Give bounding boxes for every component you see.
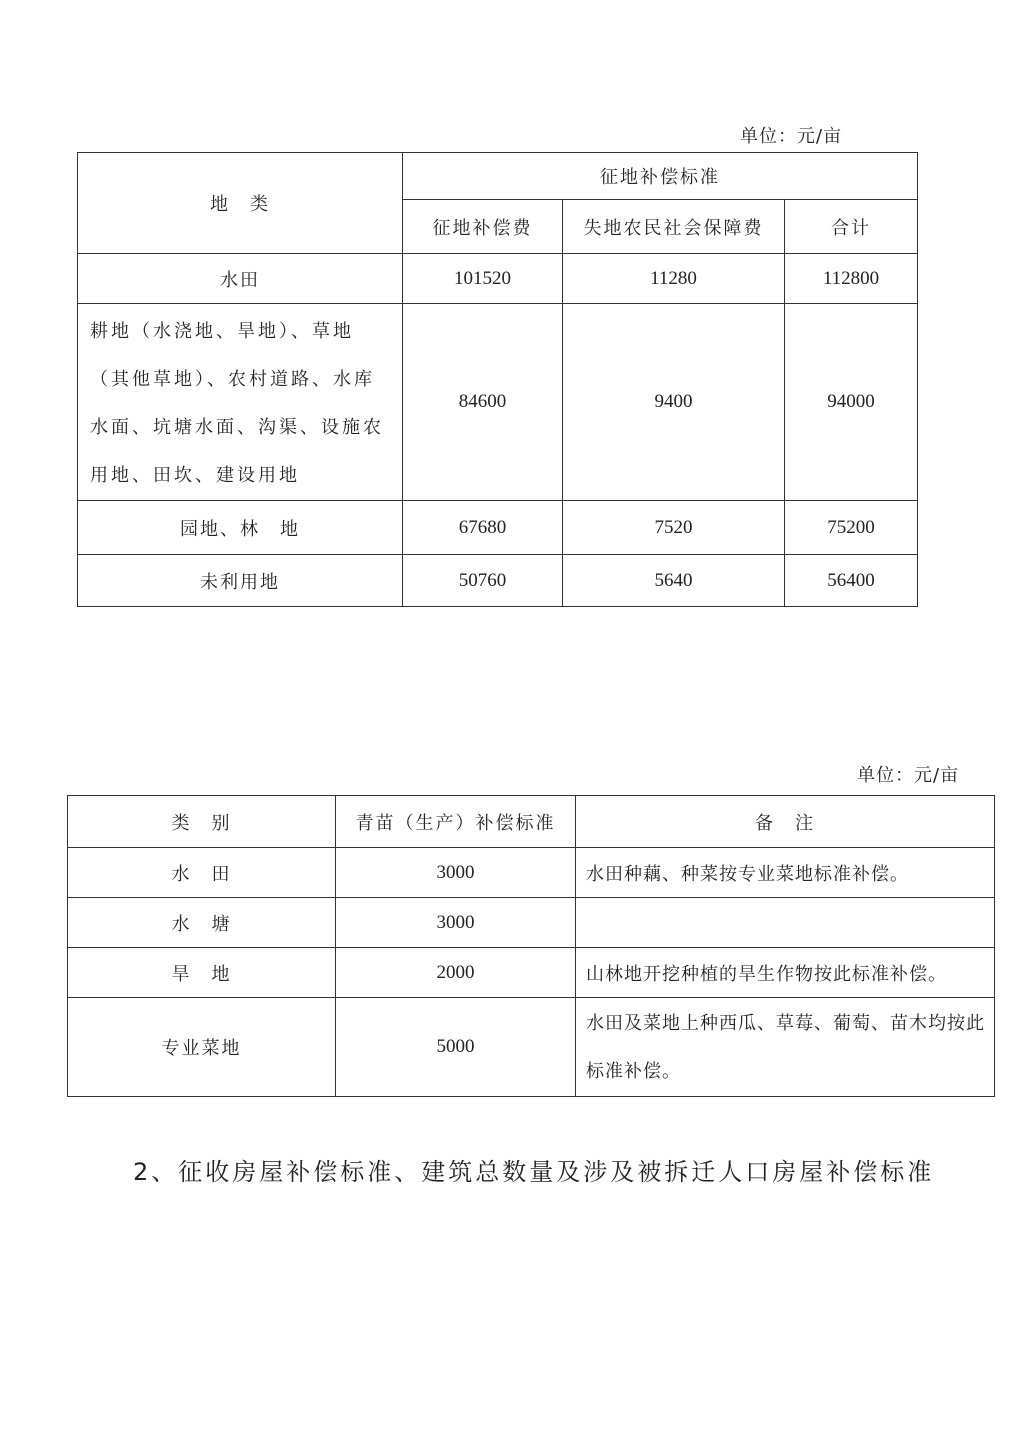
total-cell: 94000	[785, 304, 918, 501]
land-type-cell: 园地、林 地	[78, 501, 403, 555]
fee-cell: 84600	[403, 304, 563, 501]
category-cell: 水 塘	[68, 898, 336, 948]
standard-cell: 5000	[336, 998, 576, 1097]
header-standard: 青苗（生产）补偿标准	[336, 796, 576, 848]
fee-cell: 67680	[403, 501, 563, 555]
land-compensation-table	[77, 152, 918, 607]
land-type-cell: 耕地（水浇地、旱地）、草地（其他草地）、农村道路、水库水面、坑塘水面、沟渠、设施农用地、田坎、建设用地	[78, 304, 403, 501]
note-cell: 水田及菜地上种西瓜、草莓、葡萄、苗木均按此标准补偿。	[576, 998, 995, 1097]
land-type-cell: 水田	[78, 254, 403, 304]
social-cell: 5640	[563, 555, 785, 607]
table-row	[78, 254, 918, 304]
total-cell: 112800	[785, 254, 918, 304]
social-cell: 9400	[563, 304, 785, 501]
crop-compensation-table	[67, 795, 995, 1097]
table2-unit: 单位：元/亩	[857, 765, 960, 786]
social-cell: 11280	[563, 254, 785, 304]
header-fee: 征地补偿费	[403, 200, 563, 254]
standard-cell: 2000	[336, 948, 576, 998]
standard-cell: 3000	[336, 898, 576, 948]
category-cell: 旱 地	[68, 948, 336, 998]
header-total: 合计	[785, 200, 918, 254]
header-note: 备 注	[576, 796, 995, 848]
land-type-cell: 未利用地	[78, 555, 403, 607]
section-heading: 2、征收房屋补偿标准、建筑总数量及涉及被拆迁人口房屋补偿标准	[133, 1158, 935, 1186]
table-row	[68, 898, 995, 948]
table-row	[78, 501, 918, 555]
fee-cell: 50760	[403, 555, 563, 607]
table-row	[68, 948, 995, 998]
total-cell: 75200	[785, 501, 918, 555]
category-cell: 专业菜地	[68, 998, 336, 1097]
fee-cell: 101520	[403, 254, 563, 304]
table-row	[78, 304, 918, 501]
note-cell: 山林地开挖种植的旱生作物按此标准补偿。	[576, 948, 995, 998]
table-row	[78, 555, 918, 607]
note-cell: 水田种藕、种菜按专业菜地标准补偿。	[576, 848, 995, 898]
category-cell: 水 田	[68, 848, 336, 898]
table-row	[68, 998, 995, 1097]
social-cell: 7520	[563, 501, 785, 555]
table-row	[68, 848, 995, 898]
header-category: 类 别	[68, 796, 336, 848]
note-cell	[576, 898, 995, 948]
total-cell: 56400	[785, 555, 918, 607]
header-social: 失地农民社会保障费	[563, 200, 785, 254]
header-land-type: 地 类	[78, 153, 403, 254]
standard-cell: 3000	[336, 848, 576, 898]
header-group: 征地补偿标准	[403, 153, 918, 200]
table1-unit: 单位：元/亩	[740, 126, 843, 147]
